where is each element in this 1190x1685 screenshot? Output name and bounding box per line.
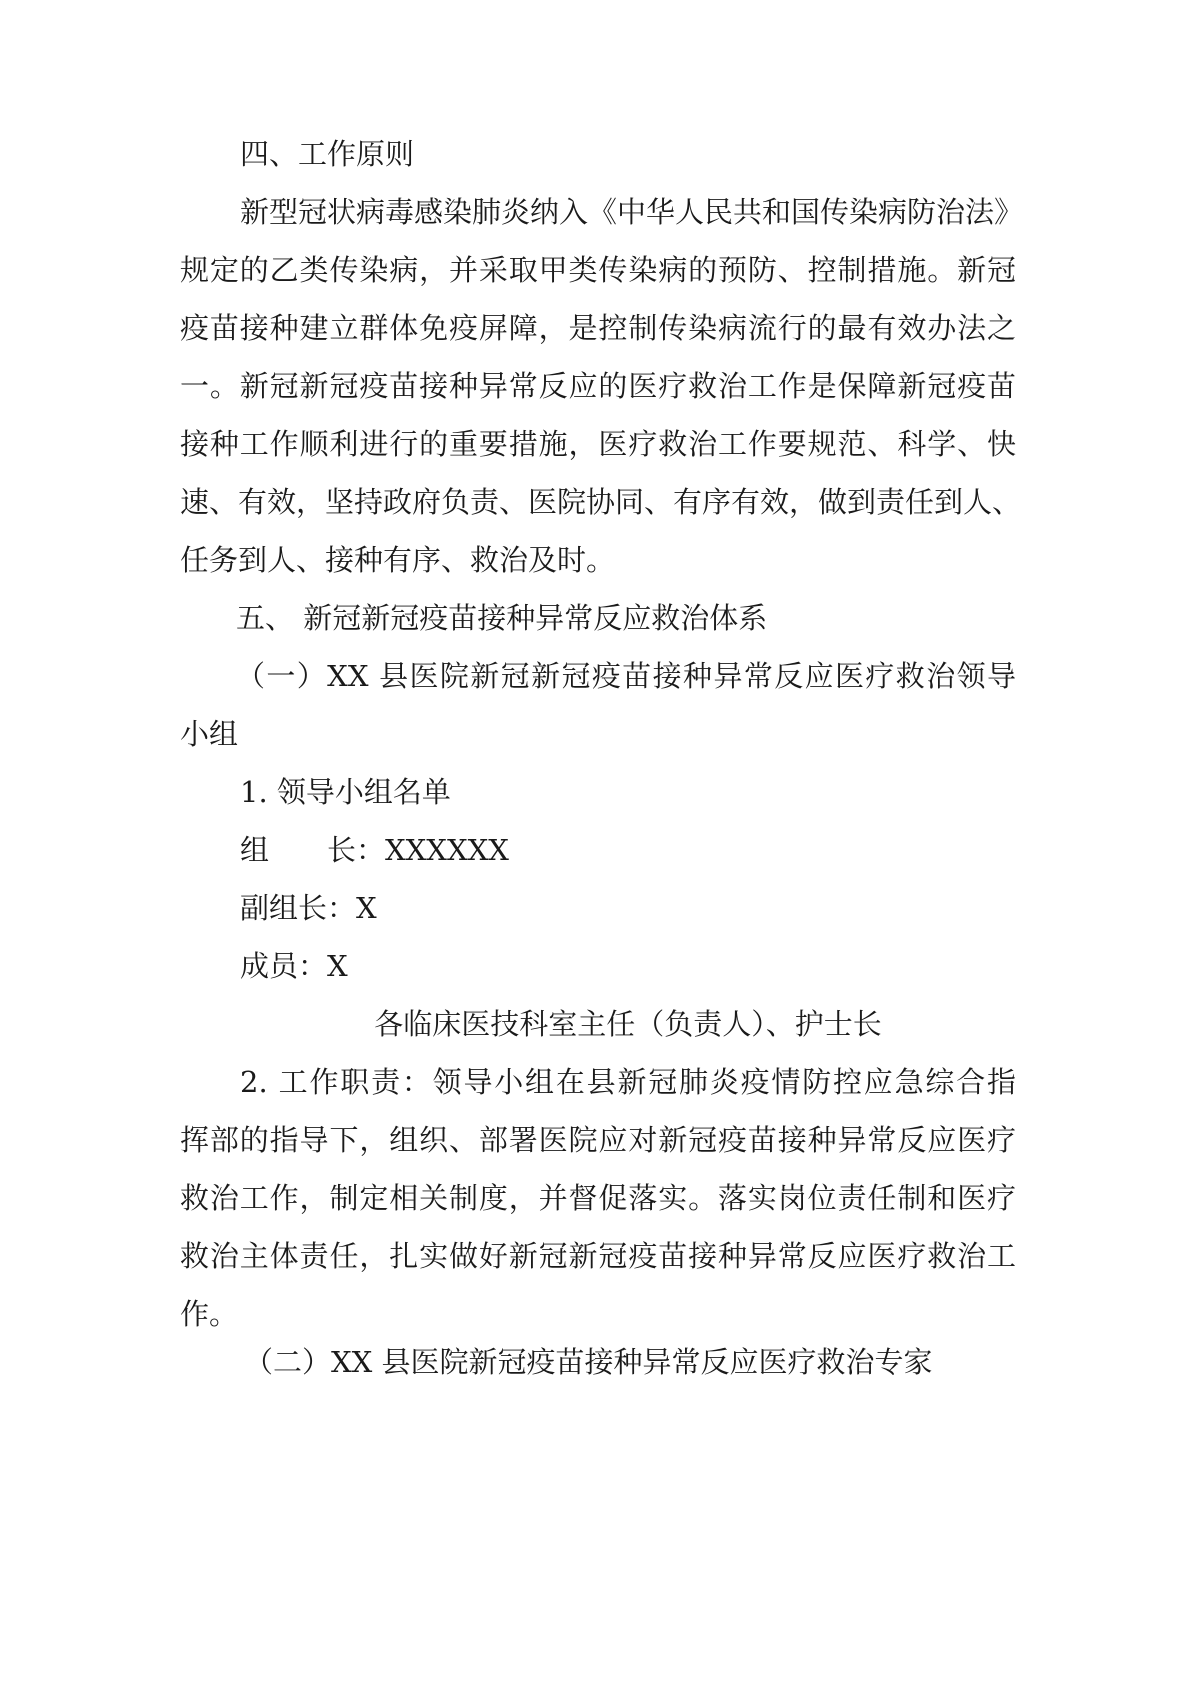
paragraph-line: 疫苗接种建立群体免疫屏障，是控制传染病流行的最有效办法之 [180,311,1016,345]
subsection-2-heading: （二）XX 县医院新冠疫苗接种异常反应医疗救治专家 [244,1345,933,1379]
subsection-1-heading-cont: 小组 [180,717,239,751]
item-2-line: 救治工作，制定相关制度，并督促落实。落实岗位责任制和医疗 [180,1181,1016,1215]
leader-label-a: 组 [240,833,270,867]
section-5-heading: 五、 新冠新冠疫苗接种异常反应救治体系 [236,601,768,635]
leader-row [240,830,509,870]
paragraph-line: 任务到人、接种有序、救治及时。 [180,543,616,577]
deputy-row: 副组长：X [240,891,377,925]
paragraph-line: 新型冠状病毒感染肺炎纳入《中华人民共和国传染病防治法》 [240,195,1024,229]
item-2-line: 作。 [180,1297,239,1331]
paragraph-line: 规定的乙类传染病，并采取甲类传染病的预防、控制措施。新冠 [180,253,1016,287]
subsection-1-heading: （一）XX 县医院新冠新冠疫苗接种异常反应医疗救治领导 [236,659,1016,693]
paragraph-line: 一。新冠新冠疫苗接种异常反应的医疗救治工作是保障新冠疫苗 [180,369,1016,403]
section-4-heading: 四、工作原则 [240,137,415,171]
members-continuation: 各临床医技科室主任（负责人）、护士长 [374,1007,882,1041]
item-2-line: 挥部的指导下，组织、部署医院应对新冠疫苗接种异常反应医疗 [180,1123,1016,1157]
leader-label-b: 长：XXXXXX [327,833,509,867]
paragraph-line: 速、有效，坚持政府负责、医院协同、有序有效，做到责任到人、 [180,485,1022,519]
item-2-line: 救治主体责任，扎实做好新冠新冠疫苗接种异常反应医疗救治工 [180,1239,1016,1273]
item-1-title: 1. 领导小组名单 [240,775,451,809]
members-row: 成员：X [240,949,348,983]
paragraph-line: 接种工作顺利进行的重要措施，医疗救治工作要规范、科学、快 [180,427,1016,461]
item-2-line: 2. 工作职责：领导小组在县新冠肺炎疫情防控应急综合指 [240,1065,1016,1099]
